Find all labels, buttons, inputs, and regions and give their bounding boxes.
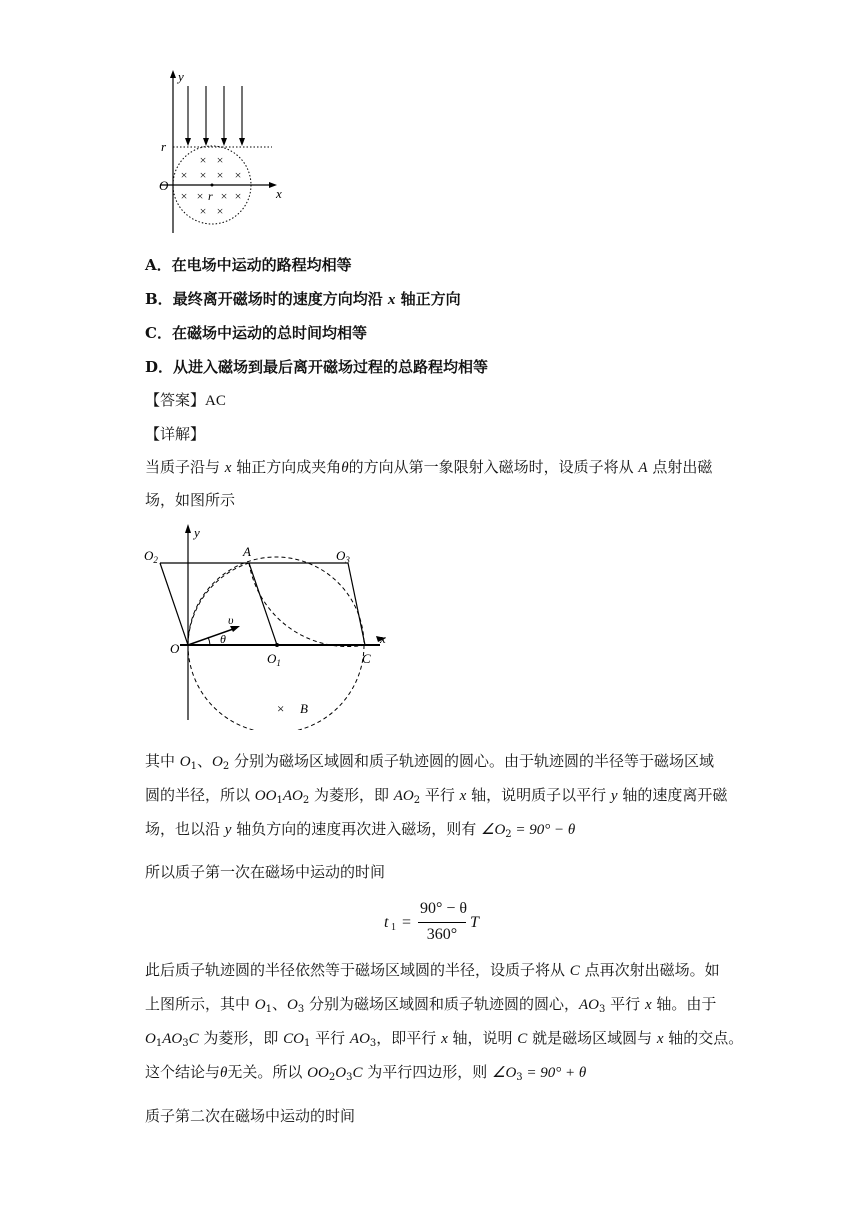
para2-line1: 其中 $O_1$、$O_2$ 分别为磁场区域圆和质子轨迹圆的圆心。由于轨迹圆的半径等于磁场区域 — [145, 752, 715, 772]
fig2-theta-label: θ — [220, 632, 226, 646]
formula-numerator: 90° − θ — [420, 900, 468, 917]
svg-text:×: × — [216, 204, 224, 218]
fig2-y-label: y — [194, 525, 200, 540]
explain-heading: 【详解】 — [145, 425, 206, 443]
answer-value: AC — [205, 393, 226, 409]
fig2-o1-label: $O_1$ — [267, 651, 281, 668]
svg-text:×: × — [180, 168, 188, 182]
option-c: C．在磁场中运动的总时间均相等 — [145, 324, 367, 342]
svg-text:×: × — [199, 168, 207, 182]
formula-denominator: 360° — [426, 926, 458, 943]
svg-text:×: × — [234, 168, 242, 182]
para4-line4: 这个结论与θ无关。所以 $OO_2O_3C$ 为平行四边形，则 $\angle O_3 = 90^\circ + \theta$ — [145, 1063, 587, 1083]
fig2-x-label: x — [380, 631, 386, 646]
fig2-a-label: A — [243, 544, 251, 559]
para1-line1: 当质子沿与 x 轴正方向成夹角θ的方向从第一象限射入磁场时，设质子将从 A 点射出磁 — [145, 458, 713, 476]
fig1-origin-label: O — [159, 178, 169, 193]
figure-field-diagram — [150, 68, 290, 238]
para2-line2: 圆的半径，所以 $OO_1AO_2$ 为菱形，即 $AO_2$ 平行 x 轴，说明质子以平行 y 轴的速度离开磁 — [145, 786, 728, 806]
svg-text:×: × — [199, 153, 207, 167]
fig2-o3-label: $O_3$ — [336, 548, 350, 565]
option-a: A．在电场中运动的路程均相等 — [145, 256, 352, 274]
para4-line3: $O_1AO_3C$ 为菱形，即 $CO_1$ 平行 $AO_3$，即平行 x 轴，说明 C 就是磁场区域圆与 x 轴的交点。 — [145, 1029, 744, 1049]
answer-line: 【答案】AC — [145, 391, 226, 409]
svg-text:×: × — [196, 189, 204, 203]
figure-trajectory-diagram — [140, 520, 400, 730]
svg-text:×: × — [216, 168, 224, 182]
svg-text:×: × — [216, 153, 224, 167]
fig2-o2-label: $O_2$ — [144, 548, 158, 565]
svg-text:×: × — [199, 204, 207, 218]
option-d: D．从进入磁场到最后离开磁场过程的总路程均相等 — [145, 358, 489, 376]
fig2-v-label: υ — [228, 613, 234, 627]
para5: 质子第二次在磁场中运动的时间 — [145, 1107, 356, 1125]
fig2-c-label: C — [362, 651, 371, 666]
fig1-x-label: x — [276, 186, 282, 201]
fig2-cross: × — [277, 701, 285, 716]
para2-line3: 场，也以沿 y 轴负方向的速度再次进入磁场，则有 $\angle O_2 = 90^\circ - \theta$ — [145, 820, 576, 840]
para4-line1: 此后质子轨迹圆的半径依然等于磁场区域圆的半径，设质子将从 C 点再次射出磁场。如 — [145, 961, 720, 979]
para4-line2: 上图所示，其中 $O_1$、$O_3$ 分别为磁场区域圆和质子轨迹圆的圆心，$AO_3$ 平行 x 轴。由于 — [145, 995, 717, 1015]
fig1-y-label: y — [178, 69, 184, 84]
fig2-b-label: B — [300, 701, 308, 716]
para3: 所以质子第一次在磁场中运动的时间 — [145, 863, 386, 881]
fig2-o-label: O — [170, 641, 180, 656]
svg-text:×: × — [234, 189, 242, 203]
para1-line2: 场，如图所示 — [145, 491, 236, 509]
svg-text:×: × — [220, 189, 228, 203]
fig1-r-top-label: r — [161, 139, 167, 154]
svg-text:×: × — [180, 189, 188, 203]
option-b: B．最终离开磁场时的速度方向均沿 x 轴正方向 — [145, 290, 461, 308]
fig1-r-center-label: r — [208, 189, 213, 203]
